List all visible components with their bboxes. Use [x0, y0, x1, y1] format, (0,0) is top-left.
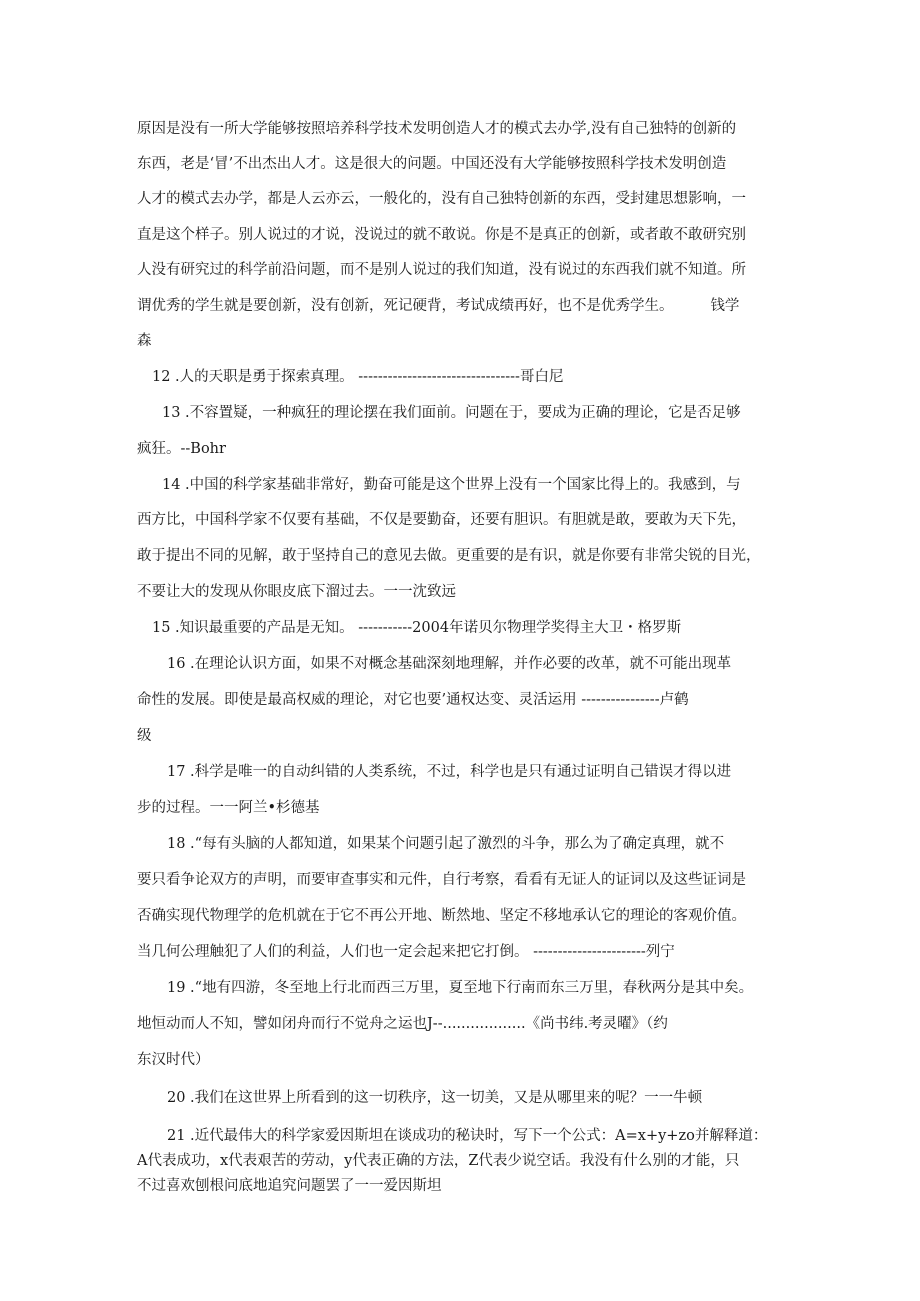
text-line: 级: [137, 728, 152, 744]
text-line: 16 .在理论认识方面，如果不对概念基础深刻地理解，并作必要的改革，就不可能出现革: [167, 656, 732, 672]
text-line: 18 .“每有头脑的人都知道，如果某个问题引起了激烈的斗争，那么为了确定真理，就不: [167, 836, 725, 852]
text-line: 否确实现代物理学的危机就在于它不再公开地、断然地、坚定不移地承认它的理论的客观价值。: [137, 908, 746, 924]
text-line: 13 .不容置疑，一种疯狂的理论摆在我们面前。问题在于，要成为正确的理论，它是否足够: [162, 405, 741, 421]
text-line: 命性的发展。即使是最高权威的理论，对它也要’通权达变、灵活运用 ----------------卢鹤: [137, 692, 689, 708]
text-line: 东汉时代）: [137, 1052, 210, 1068]
text-line: 直是这个样子。别人说过的才说，没说过的就不敢说。你是不是真正的创新，或者敢不敢研究别: [137, 227, 746, 243]
text-line: 地恒动而人不知，譬如闭舟而行不觉舟之运也J--..................《尚书纬.考灵曜》（约: [137, 1016, 668, 1032]
text-line: 20 .我们在这世界上所看到的这一切秩序，这一切美，又是从哪里来的呢？一一牛顿: [167, 1090, 703, 1106]
text-line: 不要让大的发现从你眼皮底下溜过去。一一沈致远: [137, 584, 456, 600]
text-line: 12 .人的天职是勇于探索真理。 ---------------------------------哥白尼: [152, 369, 564, 385]
text-line: 东西，老是‘冒’不出杰出人才。这是很大的问题。中国还没有大学能够按照科学技术发明创造: [137, 156, 727, 172]
text-line: 当几何公理触犯了人们的利益，人们也一定会起来把它打倒。 -----------------------列宁: [137, 944, 675, 960]
text-line: 敢于提出不同的见解，敢于坚持自己的意见去做。更重要的是有识，就是你要有非常尖锐的目光，: [137, 548, 761, 564]
text-line: 疯狂。--Bohr: [137, 441, 226, 457]
text-line: 人才的模式去办学，都是人云亦云，一般化的，没有自己独特创新的东西，受封建思想影响，一: [137, 191, 746, 207]
text-line: A代表成功，x代表艰苦的劳动，y代表正确的方法，Z代表少说空话。我没有什么别的才能，只: [137, 1153, 740, 1169]
text-line: 步的过程。一一阿兰•杉德基: [137, 800, 320, 816]
text-line: 谓优秀的学生就是要创新，没有创新，死记硬背，考试成绩再好，也不是优秀学生。 钱学: [137, 298, 740, 314]
text-line: 森: [137, 333, 152, 349]
text-line: 人没有研究过的科学前沿问题，而不是别人说过的我们知道，没有说过的东西我们就不知道。所: [137, 262, 746, 278]
text-line: 西方比，中国科学家不仅要有基础，不仅是要勤奋，还要有胆识。有胆就是敢，要敢为天下先，: [137, 512, 746, 528]
text-line: 21 .近代最伟大的科学家爱因斯坦在谈成功的秘诀时，写下一个公式：A=x+y+zo并解释道：: [167, 1128, 768, 1144]
text-line: 19 .“地有四游，冬至地上行北而西三万里，夏至地下行南而东三万里，春秋两分是其中矣。: [167, 980, 754, 996]
text-line: 要只看争论双方的声明，而要审查事实和元件，自行考察，看看有无证人的证词以及这些证词是: [137, 872, 746, 888]
text-line: 原因是没有一所大学能够按照培养科学技术发明创造人才的模式去办学,没有自己独特的创新的: [137, 121, 737, 137]
text-line: 17 .科学是唯一的自动纠错的人类系统，不过，科学也是只有通过证明自己错误才得以进: [167, 764, 732, 780]
text-line: 不过喜欢刨根问底地追究问题罢了一一爱因斯坦: [137, 1178, 442, 1194]
text-line: 15 .知识最重要的产品是无知。 -----------2004年诺贝尔物理学奖得主大卫・格罗斯: [152, 620, 682, 636]
text-line: 14 .中国的科学家基础非常好，勤奋可能是这个世界上没有一个国家比得上的。我感到，与: [162, 477, 741, 493]
